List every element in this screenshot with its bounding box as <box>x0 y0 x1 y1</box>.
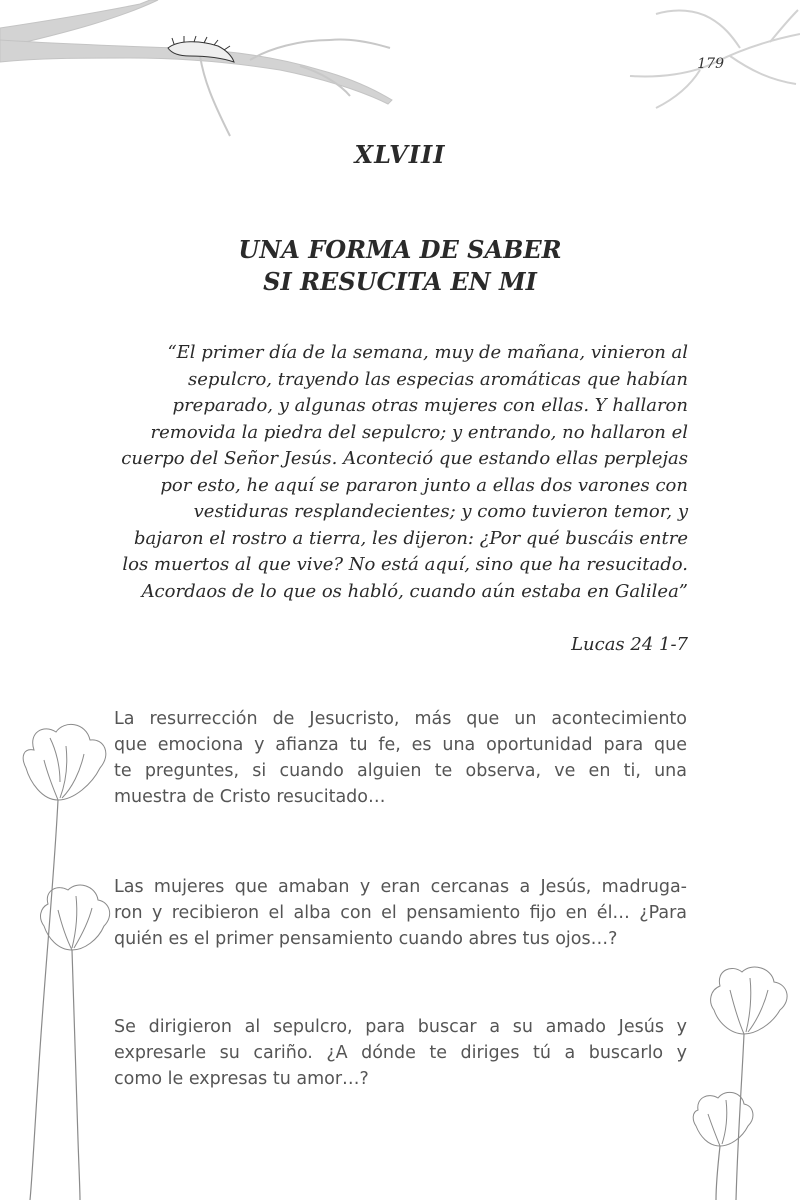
epigraph-line: removida la piedra del sepulcro; y entrando, no hallaron el <box>150 421 688 443</box>
paragraph-line: que emociona y afianza tu fe, es una oportunidad para que <box>114 735 687 755</box>
epigraph-line: “El primer día de la semana, muy de mañana, vinieron al <box>167 342 688 363</box>
paragraph-line: expresarle su cariño. ¿A dónde te diriges tú a buscarlo y <box>114 1043 687 1063</box>
chapter-title-line: UNA FORMA DE SABER <box>238 235 562 264</box>
paragraph-line: Las mujeres que amaban y eran cercanas a Jesús, madruga- <box>114 877 687 897</box>
paragraph-line: Se dirigieron al sepulcro, para buscar a su amado Jesús y <box>114 1017 687 1037</box>
epigraph-line: vestiduras resplandecientes; y como tuvieron temor, y <box>193 501 688 522</box>
body-paragraph <box>114 874 687 952</box>
paragraph-line: te preguntes, si cuando alguien te observa, ve en ti, una <box>114 761 687 781</box>
tree-branch-with-caterpillar-icon <box>0 0 400 140</box>
chapter-title <box>0 234 800 298</box>
body-paragraph <box>114 706 687 810</box>
body-paragraph <box>114 1014 687 1092</box>
poppy-flowers-icon <box>14 720 124 1200</box>
epigraph-line: los muertos al que vive? No está aquí, sino que ha resucitado. <box>122 554 688 575</box>
paragraph-line: como le expresas tu amor…? <box>114 1069 369 1089</box>
chapter-number: XLVIII <box>354 140 446 169</box>
epigraph-line: por esto, he aquí se pararon junto a ellas dos varones con <box>160 474 688 496</box>
paragraph-line: quién es el primer pensamiento cuando abres tus ojos…? <box>114 929 618 949</box>
paragraph-line: ron y recibieron el alba con el pensamiento fijo en él… ¿Para <box>114 903 687 923</box>
paragraph-line: muestra de Cristo resucitado… <box>114 787 386 807</box>
epigraph-line: Acordaos de lo que os habló, cuando aún estaba en Galilea” <box>141 580 688 602</box>
epigraph-quote <box>112 340 688 605</box>
epigraph-line: cuerpo del Señor Jesús. Aconteció que estando ellas perplejas <box>121 448 688 469</box>
bible-citation: Lucas 24 1-7 <box>571 634 688 655</box>
epigraph-line: bajaron el rostro a tierra, les dijeron: ¿Por qué buscáis entre <box>133 527 688 549</box>
epigraph-line: preparado, y algunas otras mujeres con ellas. Y hallaron <box>172 395 688 416</box>
page-number: 179 <box>697 56 724 72</box>
paragraph-line: La resurrección de Jesucristo, más que un acontecimiento <box>114 709 687 729</box>
chapter-title-line: SI RESUCITA EN MI <box>263 267 537 296</box>
poppy-flowers-icon <box>690 960 800 1200</box>
epigraph-line: sepulcro, trayendo las especias aromáticas que habían <box>188 368 688 390</box>
